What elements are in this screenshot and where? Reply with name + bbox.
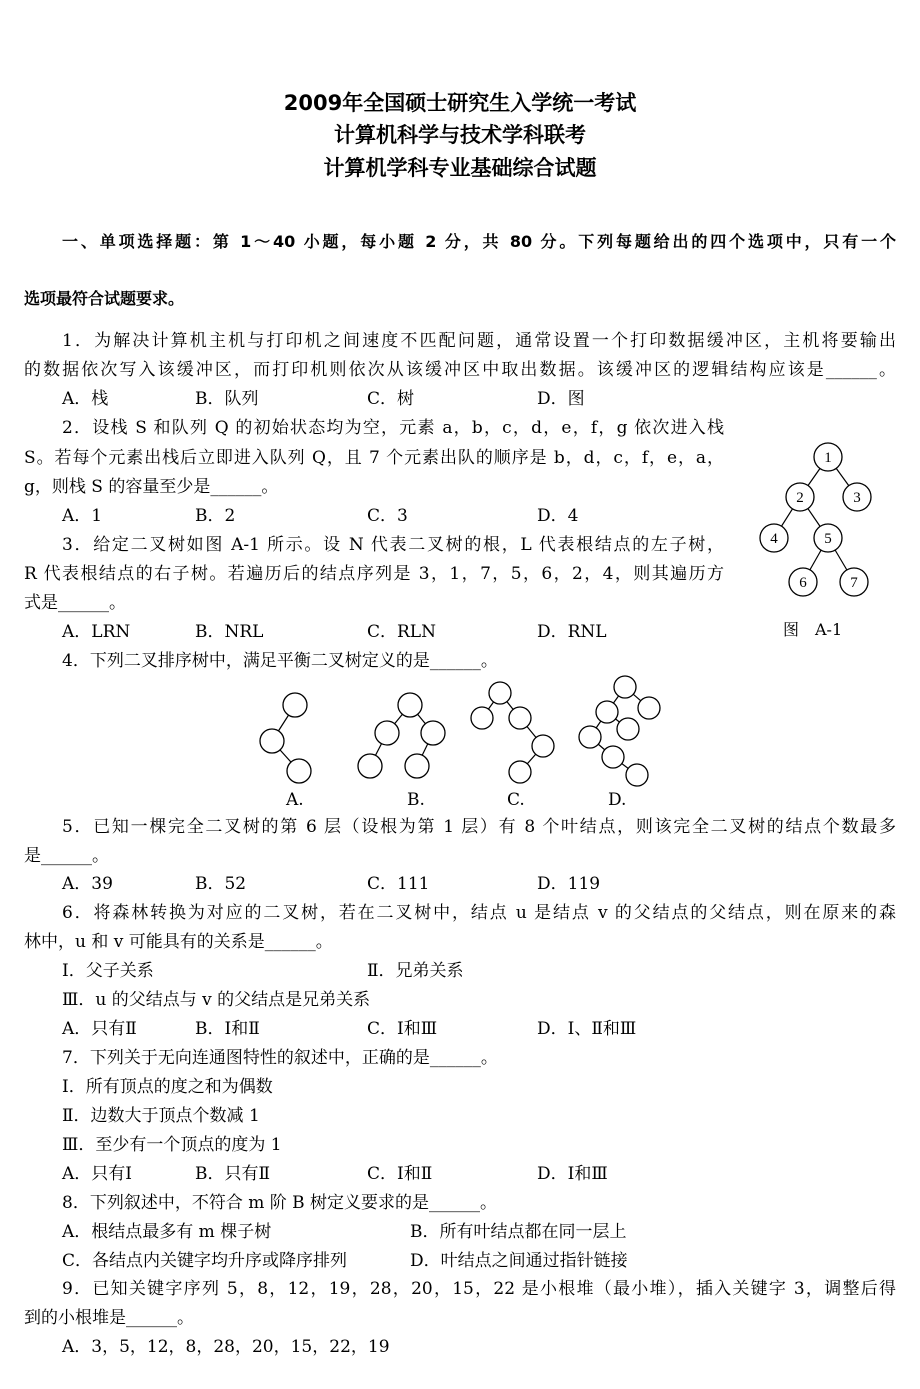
q1-option-d: D．图 [537,389,585,409]
q6-option-d: D．Ⅰ、Ⅱ和Ⅲ [537,1019,637,1039]
section-heading: 一、单项选择题：第 1～40 小题，每小题 2 分，共 80 分。下列每题给出的四个选项中，只有一个 [62,232,896,251]
q7-statement-ii: Ⅱ．边数大于顶点个数减 1 [62,1106,260,1126]
q3-stem: 3．给定二叉树如图 A-1 所示。设 N 代表二叉树的根，L 代表根结点的左子树， [62,535,724,555]
q8-stem: 8．下列叙述中，不符合 m 阶 B 树定义要求的是______。 [62,1193,498,1213]
title-line-2: 计算机科学与技术学科联考 [334,123,586,147]
tree-node-1 [814,443,842,471]
svg-text:1: 1 [824,450,832,466]
q6-stem: 6．将森林转换为对应的二叉树，若在二叉树中，结点 u 是结点 v 的父结点的父结点，则在原来的森 [62,903,896,923]
q9-stem-cont: 到的小根堆是______。 [24,1308,194,1328]
q6-statement-ii: Ⅱ．兄弟关系 [367,961,464,981]
q4-label-b: B. [407,790,425,810]
svg-text:4: 4 [770,531,778,547]
q2-stem: 2．设栈 S 和队列 Q 的初始状态均为空，元素 a，b，c，d，e，f，g 依次进入栈 [62,418,724,438]
q3-stem-cont2: 式是______。 [24,593,126,613]
svg-text:3: 3 [853,490,861,506]
q2-option-a: A．1 [62,506,103,526]
q4-label-c: C. [507,790,525,810]
q8-option-b: B．所有叶结点都在同一层上 [410,1222,627,1242]
q2-stem-cont2: g，则栈 S 的容量至少是______。 [24,477,279,497]
q8-option-d: D．叶结点之间通过指针链接 [410,1251,628,1271]
q2-option-d: D．4 [537,506,579,526]
svg-text:2: 2 [796,490,804,506]
q7-stem: 7．下列关于无向连通图特性的叙述中，正确的是______。 [62,1048,498,1068]
q2-option-b: B．2 [195,506,236,526]
q3-stem-cont: R 代表根结点的右子树。若遍历后的结点序列是 3，1，7，5，6，2，4，则其遍历方 [24,564,724,584]
q9-option-a: A．3，5，12，8，28，20，15，22，19 [62,1337,390,1357]
q7-option-c: C．Ⅰ和Ⅱ [367,1164,433,1184]
title-line-3: 计算机学科专业基础综合试题 [323,156,597,180]
q6-option-c: C．Ⅰ和Ⅲ [367,1019,438,1039]
q7-option-b: B．只有Ⅱ [195,1164,271,1184]
q4-label-d: D. [608,790,627,810]
q1-option-c: C．树 [367,389,415,409]
q1-stem: 1．为解决计算机主机与打印机之间速度不匹配问题，通常设置一个打印数据缓冲区，主机将要输出 [62,331,896,351]
q1-option-a: A．栈 [62,389,109,409]
q7-option-a: A．只有Ⅰ [62,1164,132,1184]
q3-option-b: B．NRL [195,622,264,642]
q3-option-c: C．RLN [367,622,436,642]
tree-node-3 [843,483,871,511]
q4-stem: 4．下列二叉排序树中，满足平衡二叉树定义的是______。 [62,651,498,671]
title-line-1: 2009年全国硕士研究生入学统一考试 [283,91,637,115]
q3-option-a: A．LRN [62,622,131,642]
figure-a1-caption: 图 A-1 [783,620,843,639]
q4-tree-a [260,693,311,783]
q3-option-d: D．RNL [537,622,607,642]
q4-label-a: A. [286,790,304,810]
q5-option-c: C．111 [367,874,430,894]
tree-node-7 [840,568,868,596]
q6-statement-i: Ⅰ．父子关系 [62,961,154,981]
q6-option-b: B．Ⅰ和Ⅱ [195,1019,260,1039]
q8-option-c: C．各结点内关键字均升序或降序排列 [62,1251,348,1271]
q4-tree-b [358,693,445,778]
q5-option-d: D．119 [537,874,601,894]
q6-option-a: A．只有Ⅱ [62,1019,137,1039]
tree-node-4 [760,524,788,552]
q6-stem-cont: 林中，u 和 v 可能具有的关系是______。 [24,932,333,952]
svg-text:5: 5 [824,531,832,547]
q6-statement-iii: Ⅲ．u 的父结点与 v 的父结点是兄弟关系 [62,990,371,1010]
q5-option-a: A．39 [62,874,113,894]
tree-node-6 [789,568,817,596]
q4-tree-c [471,682,554,783]
section-heading-cont: 选项最符合试题要求。 [24,289,185,308]
q9-stem: 9．已知关键字序列 5，8，12，19，28，20，15，22 是小根堆（最小堆），插入关键字 3，调整后得 [62,1279,896,1299]
q7-option-d: D．Ⅰ和Ⅲ [537,1164,608,1184]
q5-stem-cont: 是______。 [24,846,109,866]
tree-node-2 [786,483,814,511]
q5-stem: 5．已知一棵完全二叉树的第 6 层（设根为第 1 层）有 8 个叶结点，则该完全二叉树的结点个数最多 [62,817,896,837]
q5-option-b: B．52 [195,874,247,894]
q7-statement-i: Ⅰ．所有顶点的度之和为偶数 [62,1077,273,1097]
svg-text:6: 6 [799,575,807,591]
svg-text:7: 7 [850,575,858,591]
q1-stem-cont: 的数据依次写入该缓冲区，而打印机则依次从该缓冲区中取出数据。该缓冲区的逻辑结构应该是______。 [24,360,896,380]
q1-option-b: B．队列 [195,389,259,409]
q4-tree-d [579,676,660,786]
q2-stem-cont: S。若每个元素出栈后立即进入队列 Q，且 7 个元素出队的顺序是 b，d，c，f，e，a， [24,448,724,468]
tree-node-5 [814,524,842,552]
q7-statement-iii: Ⅲ．至少有一个顶点的度为 1 [62,1135,282,1155]
q8-option-a: A．根结点最多有 m 棵子树 [62,1222,272,1242]
q2-option-c: C．3 [367,506,408,526]
